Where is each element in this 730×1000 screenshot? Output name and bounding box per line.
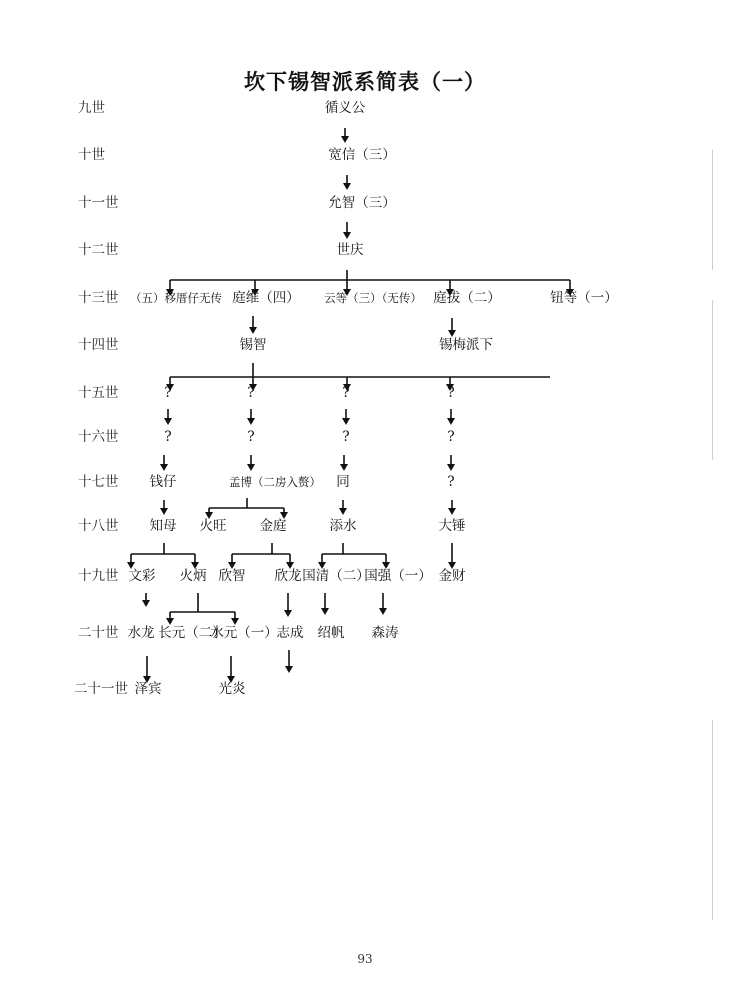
member-wencai: 文彩: [128, 568, 156, 584]
member-zhimu: 知母: [149, 518, 177, 534]
arrow-head: [160, 464, 168, 471]
member-xinlong: 欣龙: [274, 568, 302, 584]
member-shiqing: 世庆: [336, 242, 364, 258]
member-q15_4: ?: [447, 385, 455, 401]
member-jinting: 金庭: [259, 518, 287, 534]
arrow-head: [249, 327, 257, 334]
arrow-head: [284, 610, 292, 617]
member-mengbo: 孟博（二房入赘）: [229, 475, 321, 489]
arrow-head: [447, 464, 455, 471]
member-qianzai: 钱仔: [149, 474, 177, 490]
member-niudeng: 钮等（一）: [550, 290, 618, 306]
member-kuanxin: 宽信（三）: [328, 147, 396, 163]
generation-label: 十八世: [78, 518, 119, 534]
generation-label: 十一世: [78, 195, 119, 211]
arrow-head: [285, 666, 293, 673]
arrow-head: [247, 464, 255, 471]
arrow-head: [247, 418, 255, 425]
member-zhicheng: 志成: [276, 625, 304, 641]
arrow-head: [448, 508, 456, 515]
arrow-head: [379, 608, 387, 615]
member-yundeng: 云等（三）（无传）: [324, 291, 422, 305]
member-shaofan: 绍帆: [317, 625, 345, 641]
generation-label: 九世: [78, 100, 105, 116]
member-q15_1: ?: [164, 385, 172, 401]
member-guoqing: 国清（二）: [302, 568, 370, 584]
scan-edge-mark: [712, 150, 713, 270]
arrow-head: [341, 136, 349, 143]
page-number: 93: [357, 952, 373, 966]
member-xizhi: 锡智: [239, 337, 267, 353]
member-q16_1: ?: [164, 429, 172, 445]
member-tingwei: 庭维（四）: [232, 290, 300, 306]
arrow-head: [339, 508, 347, 515]
member-yunzhi: 允智（三）: [328, 195, 396, 211]
arrow-head: [166, 618, 174, 625]
member-tong: 同: [336, 474, 350, 490]
generation-label: 十七世: [78, 474, 119, 490]
member-huobing: 火炳: [179, 568, 207, 584]
member-shuilong: 水龙: [127, 625, 155, 641]
member-xinzhi: 欣智: [218, 568, 246, 584]
arrow-head: [342, 418, 350, 425]
member-sentao: 森涛: [371, 625, 399, 641]
scan-edge-mark: [712, 300, 713, 460]
member-zebin: 泽宾: [134, 681, 162, 697]
generation-label: 十二世: [78, 242, 119, 258]
member-q17_4: ?: [447, 474, 455, 490]
member-q15_3: ?: [342, 385, 350, 401]
generation-label: 二十世: [78, 625, 119, 641]
arrow-head: [448, 330, 456, 337]
arrow-head: [164, 418, 172, 425]
generation-label: 十九世: [78, 568, 119, 584]
member-guoqiang: 国强（一）: [364, 568, 432, 584]
member-tianshui: 添水: [329, 518, 357, 534]
arrow-head: [142, 600, 150, 607]
arrow-head: [321, 608, 329, 615]
scan-edge-mark: [712, 720, 713, 920]
member-q16_4: ?: [447, 429, 455, 445]
member-g13_1: （五）移厝仔无传: [130, 291, 222, 305]
member-changyuan: 长元（二）: [158, 625, 226, 641]
generation-label: 十五世: [78, 385, 119, 401]
member-q16_3: ?: [342, 429, 350, 445]
arrow-head: [343, 183, 351, 190]
member-q15_2: ?: [247, 385, 255, 401]
generation-label: 十六世: [78, 429, 119, 445]
generation-label: 二十一世: [74, 681, 128, 697]
member-jincai: 金财: [438, 568, 466, 584]
page-title: 坎下锡智派系简表（一）: [244, 70, 486, 94]
arrow-head: [447, 418, 455, 425]
member-tingba: 庭拔（二）: [433, 290, 501, 306]
arrow-head: [340, 464, 348, 471]
member-q16_2: ?: [247, 429, 255, 445]
member-shuiyuan: 水元（一）: [210, 625, 278, 641]
generation-label: 十三世: [78, 290, 119, 306]
generation-label: 十四世: [78, 337, 119, 353]
member-dachui: 大锤: [438, 518, 466, 534]
member-huowang: 火旺: [199, 518, 227, 534]
generation-label: 十世: [78, 147, 105, 163]
arrow-head: [160, 508, 168, 515]
member-guangyan: 光炎: [218, 681, 246, 697]
arrow-head: [343, 232, 351, 239]
member-xunyi: 循义公: [324, 100, 366, 116]
arrow-head: [231, 618, 239, 625]
member-ximei: 锡梅派下: [439, 337, 493, 353]
